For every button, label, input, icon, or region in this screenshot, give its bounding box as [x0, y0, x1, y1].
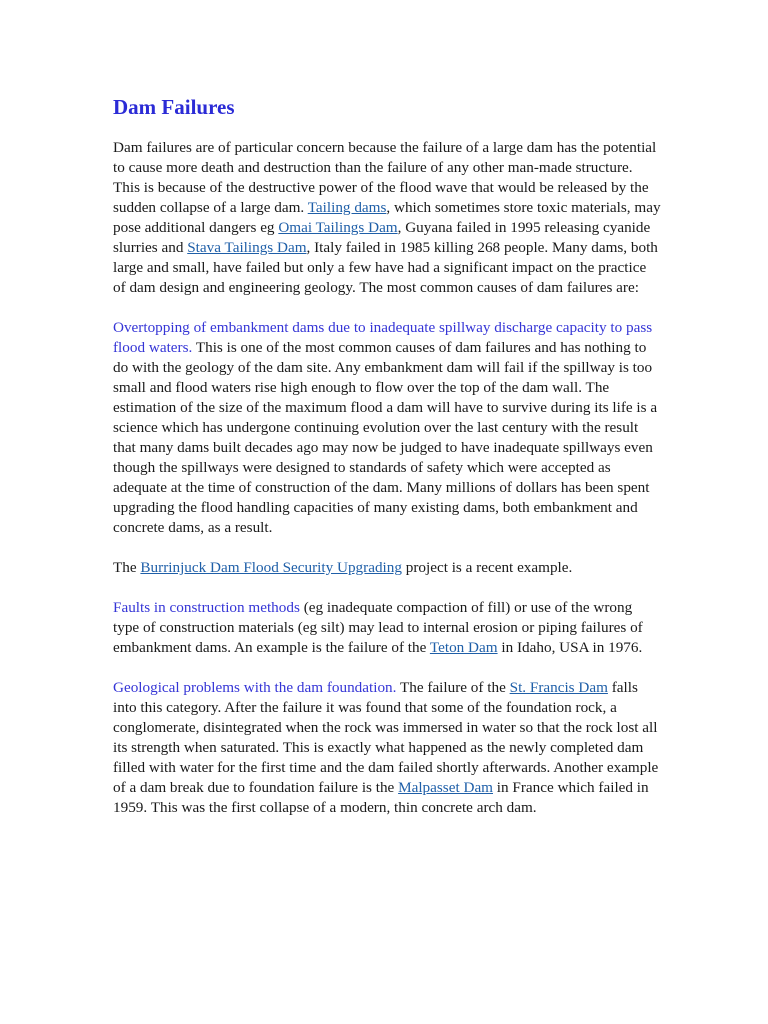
paragraph-geological-problems [113, 678, 661, 818]
text: , Italy failed in 1985 killing 268 people. Many dams, both large and small, have failed but only a few have had a significant impact on the practice of dam design and engineering geology. The most common causes of dam failures are: [113, 239, 658, 296]
text: project is a recent example. [401, 559, 573, 576]
text: The failure of the [396, 679, 510, 696]
text: , Guyana failed in 1995 releasing cyanide slurries and [113, 219, 651, 256]
link-tailing-dams[interactable]: Tailing dams [307, 199, 387, 216]
text: The [113, 559, 141, 576]
text: in Idaho, USA in 1976. [497, 639, 643, 656]
paragraph-construction-faults [113, 598, 661, 658]
text: Dam failures are of particular concern because the failure of a large dam has the potential to cause more death and destruction than the failure of any other man-made structure. This is because of the destructive power of the flood wave that would be released by the sudden collapse of a large dam. [113, 139, 657, 216]
document-body [113, 94, 661, 838]
link-teton-dam[interactable]: Teton Dam [429, 639, 498, 656]
paragraph-intro [113, 138, 661, 298]
cause-heading-overtopping: Overtopping of embankment dams due to inadequate spillway discharge capacity to pass flood waters. [113, 319, 653, 356]
link-omai-tailings-dam[interactable]: Omai Tailings Dam [278, 219, 398, 236]
link-st-francis-dam[interactable]: St. Francis Dam [509, 679, 608, 696]
text: , which sometimes store toxic materials, may pose additional dangers eg [113, 199, 661, 236]
link-stava-tailings-dam[interactable]: Stava Tailings Dam [187, 239, 307, 256]
cause-heading-geological: Geological problems with the dam foundation. [113, 679, 397, 696]
text: in France which failed in 1959. This was the first collapse of a modern, thin concrete arch dam. [113, 779, 649, 816]
page-title: Dam Failures [113, 95, 235, 119]
link-burrinjuck-dam[interactable]: Burrinjuck Dam Flood Security Upgrading [140, 559, 402, 576]
link-malpasset-dam[interactable]: Malpasset Dam [398, 779, 493, 796]
cause-heading-construction: Faults in construction methods [113, 599, 300, 616]
text: falls into this category. After the failure it was found that some of the foundation rock, a conglomerate, disintegrated when the rock was immersed in water so that the rock lost all its strength when saturated. This is exactly what happened as the newly completed dam filled with water for the first time and the dam failed shortly afterwards. Another example of a dam break due to foundation failure is the [113, 679, 659, 796]
paragraph-burrinjuck [113, 558, 661, 578]
text: This is one of the most common causes of dam failures and has nothing to do with the geology of the dam site. Any embankment dam will fail if the spillway is too small and flood waters rise high enough to flow over the top of the dam wall. The estimation of the size of the maximum flood a dam will have to survive during its life is a science which has undergone continuing evolution over the last century with the result that many dams built decades ago may now be judged to have inadequate spillways even though the spillways were designed to standards of safety which were accepted as adequate at the time of construction of the dam. Many millions of dollars has been spent upgrading the flood handling capacities of many existing dams, both embankment and concrete dams, as a result. [113, 339, 658, 536]
paragraph-overtopping [113, 318, 661, 538]
text: (eg inadequate compaction of fill) or use of the wrong type of construction materials (eg silt) may lead to internal erosion or piping failures of embankment dams. An example is the failure of the [113, 599, 643, 656]
